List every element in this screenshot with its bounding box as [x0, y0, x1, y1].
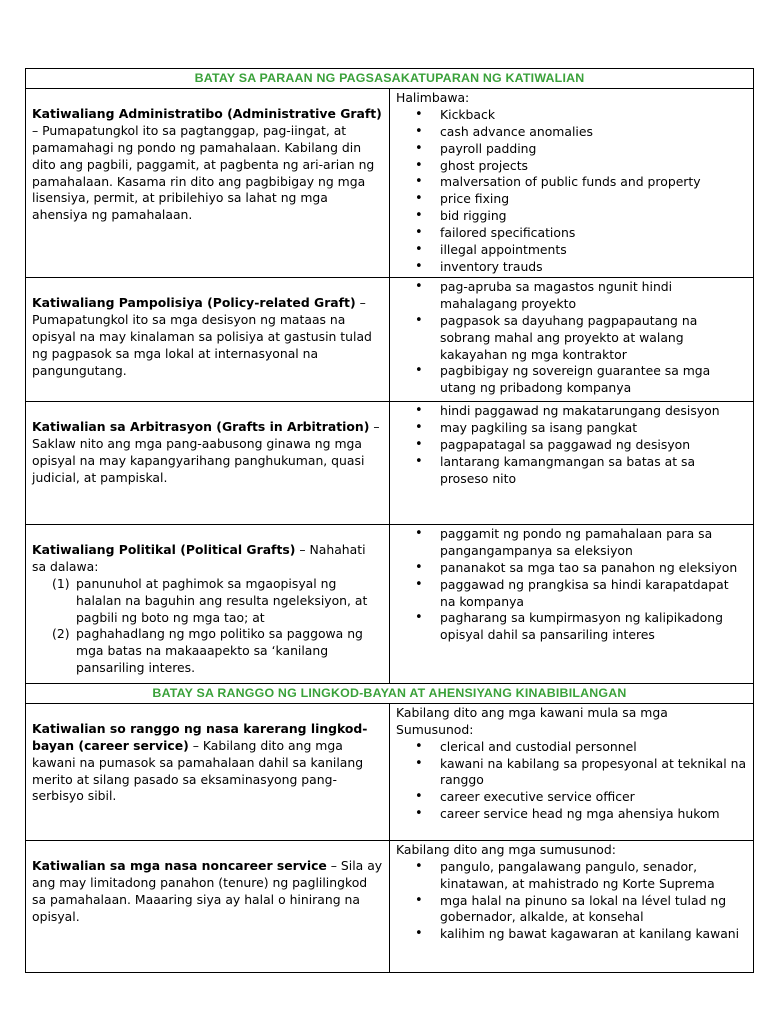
category-cell: [26, 703, 390, 840]
examples-list: [396, 739, 747, 824]
list-item: • hindi paggawad ng makatarungang desisyon: [396, 403, 747, 420]
category-term: Katiwalian sa mga nasa noncareer service: [32, 857, 327, 873]
list-item: • career service head ng mga ahensiya hukom: [396, 806, 747, 823]
list-item: • illegal appointments: [396, 242, 747, 259]
list-item: • malversation of public funds and property: [396, 174, 747, 191]
category-text: – Pumapatungkol ito sa pagtanggap, pag-iingat, at pamamahagi ng pondo ng pamahalaan. Kabilang din dito ang pagbili, paggamit, at pagbenta ng ari-arian ng pamahalaan. Kasama rin dito ang pagbibigay ng mga lisensiya, permit, at pribilehiyo sa lahat ng mga ahensiya ng pamahalaan.: [32, 122, 375, 223]
table-row: [26, 524, 754, 683]
category-description: [32, 106, 383, 224]
examples-cell: [390, 277, 754, 401]
list-item: • paggawad ng prangkisa sa hindi karapatdapat na kompanya: [396, 577, 747, 611]
category-description: [32, 858, 383, 926]
list-item: • inventory trauds: [396, 259, 747, 276]
examples-list: [396, 279, 747, 397]
list-item: • pangulo, pangalawang pangulo, senador, kinatawan, at mahistrado ng Korte Suprema: [396, 859, 747, 893]
list-item: • Kickback: [396, 107, 747, 124]
examples-cell: [390, 401, 754, 524]
table-row: [26, 277, 754, 401]
examples-list: [396, 403, 747, 488]
list-item: • mga halal na pinuno sa lokal na lével tulad ng gobernador, alkalde, at konsehal: [396, 893, 747, 927]
list-item: • clerical and custodial personnel: [396, 739, 747, 756]
table-row: [26, 88, 754, 277]
category-text: – Pumapatungkol ito sa mga desisyon ng mataas na opisyal na may kinalaman sa polisiya at gastusin tulad ng pagpasok sa mga lokal at internasyonal na pangungutang.: [32, 294, 372, 378]
item-text: panunuhol at paghimok sa mgaopisyal ng halalan na baguhin ang resulta ngeleksiyon, at pagbili ng boto ng mga tao; at: [76, 575, 368, 625]
category-term: Katiwalian sa Arbitrasyon (Grafts in Arbitration): [32, 418, 370, 434]
category-text: – Nahahati sa dalawa:: [32, 541, 366, 574]
examples-cell: [390, 840, 754, 972]
list-item: • paggamit ng pondo ng pamahalaan para sa pangangampanya sa eleksiyon: [396, 526, 747, 560]
category-description: [32, 295, 383, 380]
list-item: • lantarang kamangmangan sa batas at sa proseso nito: [396, 454, 747, 488]
category-text: – Saklaw nito ang mga pang-aabusong ginawa ng mga opisyal na may kapangyarihang panghukuman, quasi judicial, at pampiskal.: [32, 418, 380, 485]
item-number: (2): [52, 626, 70, 642]
category-cell: [26, 277, 390, 401]
list-item: • may pagkiling sa isang pangkat: [396, 420, 747, 437]
list-item: • failored specifications: [396, 225, 747, 242]
list-item: • pagpapatagal sa paggawad ng desisyon: [396, 437, 747, 454]
list-item: • ghost projects: [396, 158, 747, 175]
list-item: • cash advance anomalies: [396, 124, 747, 141]
item-text: paghahadlang ng mgo politiko sa paggowa ng mga batas na makaaapekto sa ‘kanilang pansariling interes.: [76, 626, 363, 676]
category-term: Katiwaliang Administratibo (Administrative Graft): [32, 105, 382, 121]
category-description: [32, 419, 383, 487]
list-item: • pag-apruba sa magastos ngunit hindi mahalagang proyekto: [396, 279, 747, 313]
numbered-list: [32, 576, 383, 677]
section-header-row: [26, 69, 754, 89]
examples-list: [396, 859, 747, 944]
item-number: (1): [52, 575, 70, 591]
examples-list: [396, 526, 747, 644]
examples-cell: [390, 88, 754, 277]
category-cell: [26, 524, 390, 683]
list-item: • pagpasok sa dayuhang pagpapautang na sobrang mahal ang proyekto at walang kakayahan ng mga kontraktor: [396, 313, 747, 364]
category-cell: [26, 840, 390, 972]
list-item: • price fixing: [396, 191, 747, 208]
section-header: BATAY SA PARAAN NG PAGSASAKATUPARAN NG KATIWALIAN: [26, 69, 754, 89]
section-header-row: [26, 683, 754, 703]
category-description: [32, 542, 383, 576]
category-cell: [26, 401, 390, 524]
category-text: – Kabilang dito ang mga kawani na pumasok sa pamahalaan dahil sa kanilang merito at silang pasado sa eksaminasyong pang-serbisyo sibil.: [32, 737, 364, 804]
table-row: [26, 840, 754, 972]
examples-cell: [390, 524, 754, 683]
list-item: • bid rigging: [396, 208, 747, 225]
examples-intro: Kabilang dito ang mga kawani mula sa mga Sumusunod:: [396, 704, 668, 737]
examples-intro: Kabilang dito ang mga sumusunod:: [396, 841, 616, 857]
katiwalian-table: [25, 68, 754, 973]
list-item: • career executive service officer: [396, 789, 747, 806]
list-item: • kawani na kabilang sa propesyonal at teknikal na ranggo: [396, 756, 747, 790]
examples-intro: Halimbawa:: [396, 89, 470, 105]
numbered-item: [32, 626, 383, 677]
list-item: • payroll padding: [396, 141, 747, 158]
list-item: • pagbibigay ng sovereign guarantee sa mga utang ng pribadong kompanya: [396, 363, 747, 397]
category-description: [32, 721, 383, 806]
section-header: BATAY SA RANGGO NG LINGKOD-BAYAN AT AHENSIYANG KINABIBILANGAN: [26, 683, 754, 703]
examples-list: [396, 107, 747, 276]
category-term: Katiwaliang Pampolisiya (Policy-related Graft): [32, 294, 356, 310]
list-item: • kalihim ng bawat kagawaran at kanilang kawani: [396, 926, 747, 943]
category-term: Katiwaliang Politikal (Political Grafts): [32, 541, 296, 557]
list-item: • pagharang sa kumpirmasyon ng kalipikadong opisyal dahil sa pansariling interes: [396, 610, 747, 644]
category-text: – Sila ay ang may limitadong panahon (tenure) ng paglilingkod sa pamahalaan. Maaaring siya ay halal o hinirang na opisyal.: [32, 857, 383, 924]
category-term: Katiwalian so ranggo ng nasa karerang lingkod-bayan (career service): [32, 720, 368, 753]
category-cell: [26, 88, 390, 277]
list-item: • pananakot sa mga tao sa panahon ng eleksiyon: [396, 560, 747, 577]
examples-cell: [390, 703, 754, 840]
table-row: [26, 703, 754, 840]
numbered-item: [32, 576, 383, 627]
table-row: [26, 401, 754, 524]
